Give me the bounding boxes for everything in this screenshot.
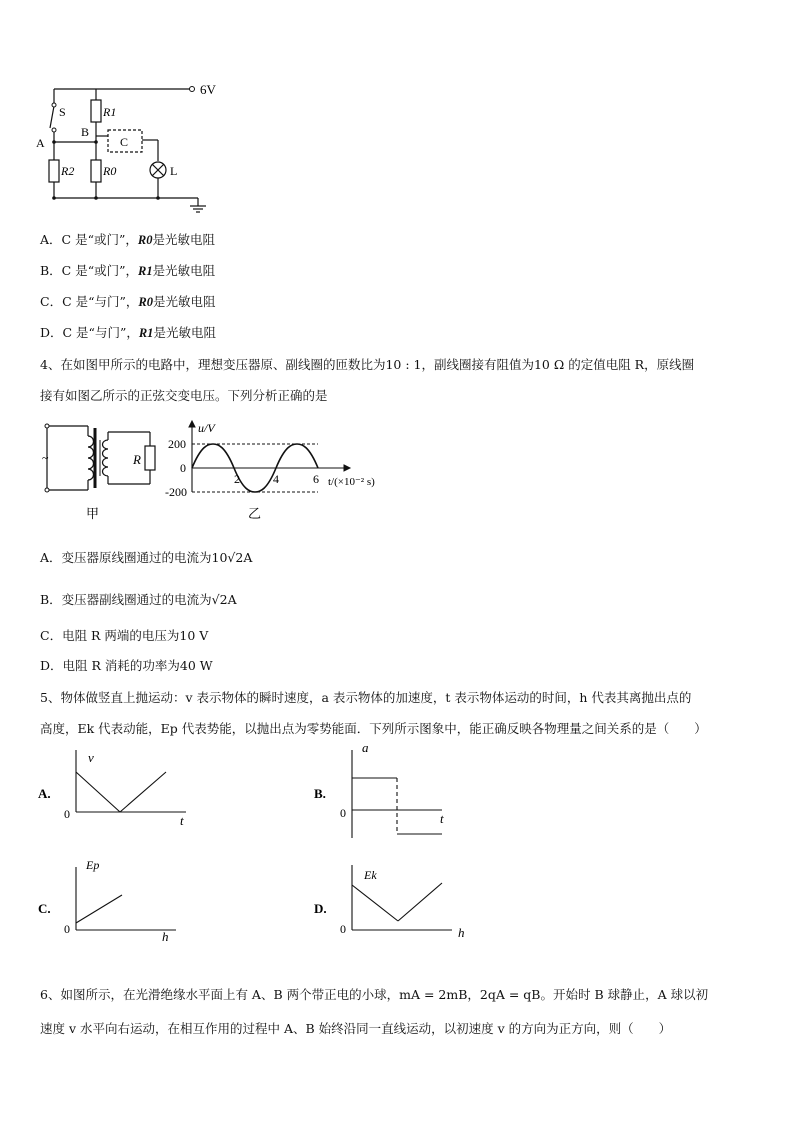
q4-option-d[interactable]: D．电阻 R 消耗的功率为40 W (40, 658, 213, 673)
q6-stem-line1: 6、如图所示，在光滑绝缘水平面上有 A、B 两个带正电的小球，mA = 2mB，2qA = qB。开始时 B 球静止，A 球以初 (40, 987, 709, 1002)
graph-a-xlabel: t (180, 813, 184, 828)
q5-stem-line1: 5、物体做竖直上抛运动：v 表示物体的瞬时速度，a 表示物体的加速度，t 表示物体运动的时间，h 代表其离抛出点的 (40, 690, 692, 705)
node-a-label: A (36, 136, 45, 150)
q3-option-c[interactable]: C．C 是“与门”，R0是光敏电阻 (40, 294, 216, 309)
q5-graph-a[interactable] (36, 748, 196, 833)
q4-option-b[interactable]: B．变压器副线圈通过的电流为√2A (40, 592, 237, 607)
circuit-diagram (30, 78, 230, 223)
graph-d-xlabel: h (458, 925, 465, 940)
q5-graph-d[interactable] (312, 855, 472, 945)
transformer-figure (38, 418, 163, 523)
figure-yi-caption: 乙 (248, 506, 262, 521)
r0-label: R0 (103, 164, 117, 178)
q3-option-d[interactable]: D．C 是“与门”，R1是光敏电阻 (40, 325, 216, 340)
graph-b-letter: B. (314, 786, 326, 801)
graph-a-ylabel: v (88, 750, 94, 765)
q6-stem-line2: 速度 v 水平向右运动，在相互作用的过程中 A、B 始终沿同一直线运动，以初速度 v 的方向为正方向，则（ ） (40, 1021, 672, 1036)
graph-c-letter: C. (38, 901, 51, 916)
graph-a-origin: 0 (64, 807, 70, 821)
lamp-label: L (170, 164, 178, 178)
resistor-r-label: R (133, 452, 141, 467)
voltage-label: 6V (200, 82, 216, 97)
graph-d-ylabel: Ek (364, 868, 377, 882)
r1-label: R1 (103, 105, 117, 119)
q5-graph-b[interactable] (312, 740, 462, 840)
q4-stem-line1: 4、在如图甲所示的电路中，理想变压器原、副线圈的匝数比为10 : 1，副线圈接有阻值为10 Ω 的定值电阻 R，原线圈 (40, 357, 695, 372)
q3-option-a[interactable]: A．C 是“或门”，R0是光敏电阻 (40, 232, 215, 247)
x-tick-6: 6 (313, 472, 319, 486)
x-tick-2: 2 (234, 472, 240, 486)
graph-b-xlabel: t (440, 811, 444, 826)
graph-b-ylabel: a (362, 740, 369, 755)
switch-label: S (59, 105, 66, 119)
x-tick-4: 4 (273, 472, 279, 486)
graph-d-origin: 0 (340, 922, 346, 936)
graph-d-letter: D. (314, 901, 327, 916)
voltage-graph (165, 418, 398, 523)
graph-a-letter: A. (38, 786, 51, 801)
y-tick-0: 0 (180, 461, 186, 475)
graph-ylabel: u/V (198, 421, 215, 435)
q4-stem-line2: 接有如图乙所示的正弦交变电压。下列分析正确的是 (40, 388, 328, 403)
ac-source-symbol: ~ (42, 451, 49, 465)
q5-graph-c[interactable] (36, 855, 196, 945)
graph-c-origin: 0 (64, 922, 70, 936)
q4-option-a[interactable]: A．变压器原线圈通过的电流为10√2A (40, 550, 253, 565)
figure-jia-caption: 甲 (86, 506, 100, 521)
graph-c-ylabel: Ep (86, 858, 100, 872)
node-b-label: B (81, 125, 90, 139)
box-c-label: C (120, 135, 129, 149)
r2-label: R2 (61, 164, 75, 178)
graph-c-xlabel: h (162, 929, 169, 944)
q4-option-c[interactable]: C．电阻 R 两端的电压为10 V (40, 628, 209, 643)
y-tick-neg200: -200 (165, 485, 187, 499)
y-tick-200: 200 (168, 437, 186, 451)
q3-option-b[interactable]: B．C 是“或门”，R1是光敏电阻 (40, 263, 216, 278)
graph-xlabel: t/(×10⁻² s) (328, 476, 375, 488)
graph-b-origin: 0 (340, 806, 346, 820)
q5-stem-line2: 高度，Ek 代表动能，Ep 代表势能，以抛出点为零势能面．下列所示图象中，能正确反映各物理量之间关系的是（ ） (40, 721, 707, 736)
